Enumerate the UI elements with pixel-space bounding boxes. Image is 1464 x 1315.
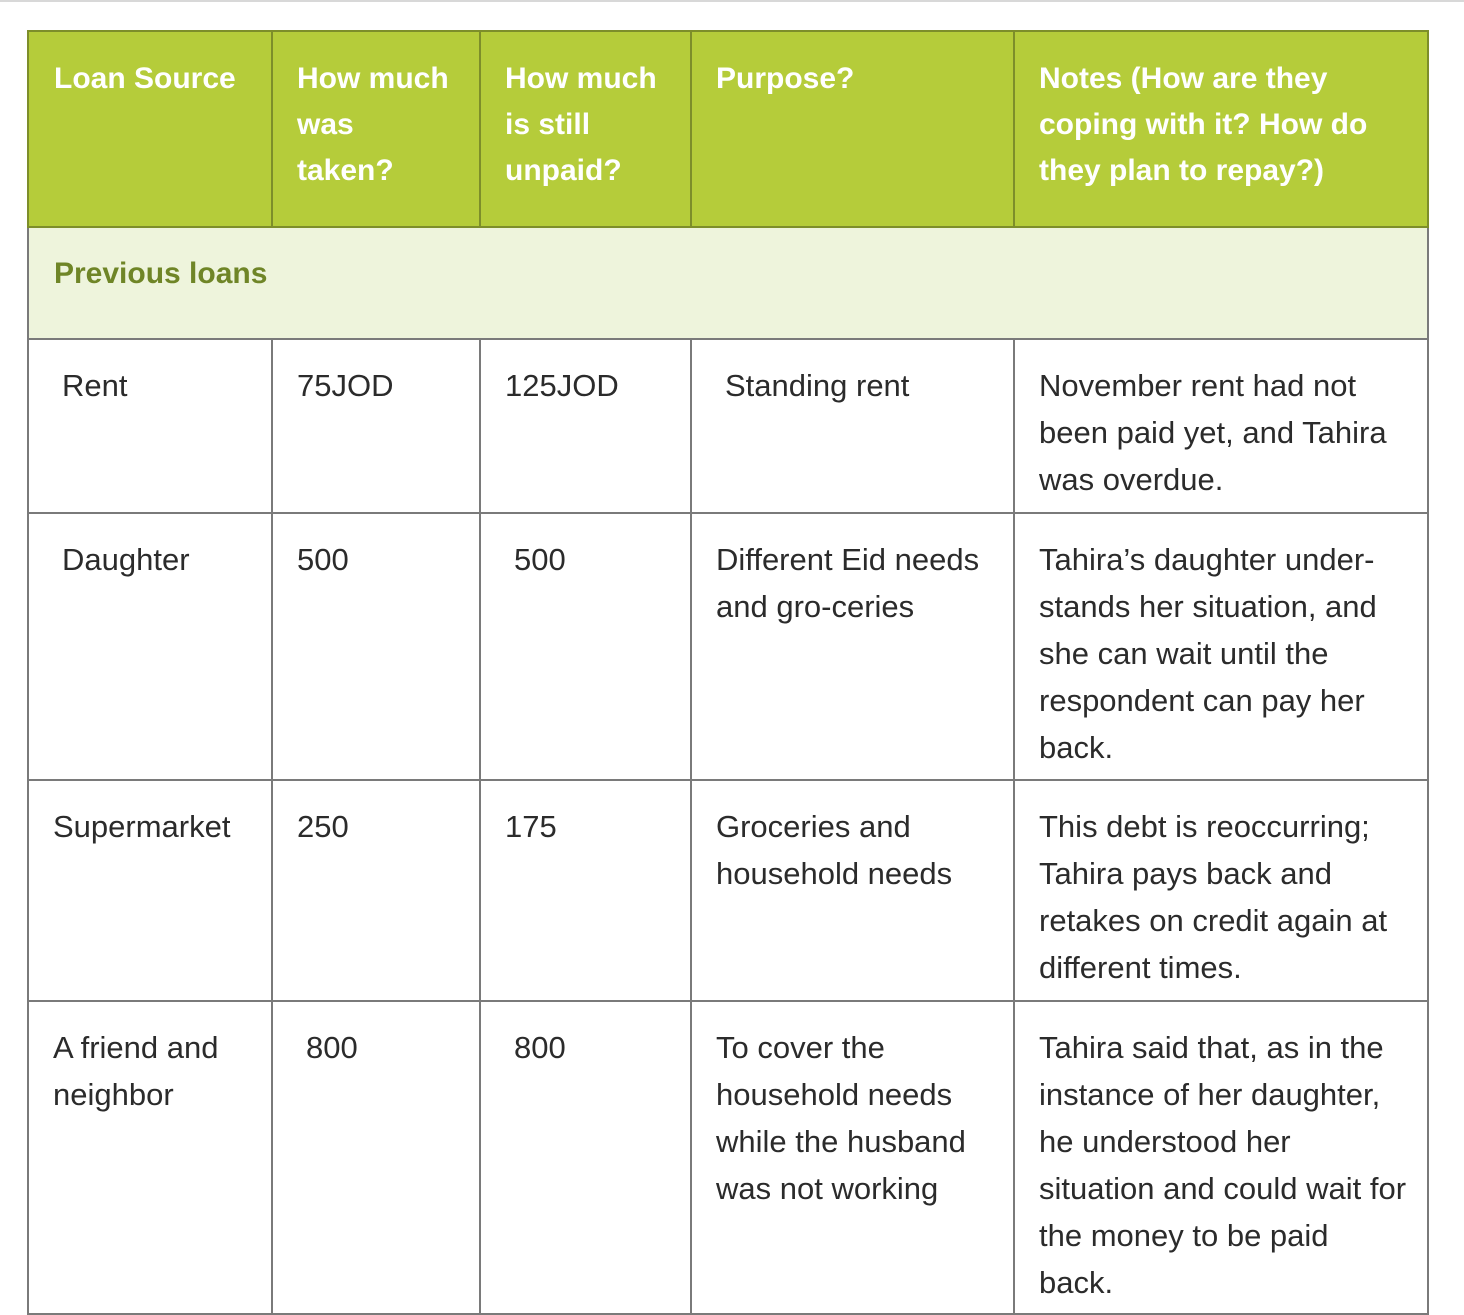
cell-source: Rent [28, 339, 272, 513]
header-amount-taken: How much was taken? [272, 31, 480, 227]
cell-notes: This debt is reoccurring; Tahira pays back and retakes on credit again at different times. [1014, 780, 1428, 1001]
cell-purpose: Standing rent [691, 339, 1014, 513]
cell-purpose: Different Eid needs and gro-ceries [691, 513, 1014, 780]
cell-unpaid: 800 [480, 1001, 691, 1314]
cell-source: A friend and neighbor [28, 1001, 272, 1314]
cell-taken: 800 [272, 1001, 480, 1314]
cell-source: Daughter [28, 513, 272, 780]
cell-taken: 75JOD [272, 339, 480, 513]
cell-notes: Tahira said that, as in the instance of her daughter, he understood her situation and could wait for the money to be paid back. [1014, 1001, 1428, 1314]
header-row [28, 31, 1428, 227]
loans-table [27, 30, 1429, 1315]
table-row [28, 780, 1428, 1001]
cell-unpaid: 125JOD [480, 339, 691, 513]
table-row [28, 339, 1428, 513]
section-row [28, 227, 1428, 339]
section-label: Previous loans [28, 227, 1428, 339]
table-row [28, 513, 1428, 780]
top-rule [0, 0, 1464, 2]
cell-purpose: Groceries and household needs [691, 780, 1014, 1001]
cell-taken: 250 [272, 780, 480, 1001]
header-amount-unpaid: How much is still unpaid? [480, 31, 691, 227]
cell-purpose: To cover the household needs while the husband was not working [691, 1001, 1014, 1314]
header-notes: Notes (How are they coping with it? How do they plan to repay?) [1014, 31, 1428, 227]
cell-unpaid: 175 [480, 780, 691, 1001]
cell-unpaid: 500 [480, 513, 691, 780]
cell-source: Supermarket [28, 780, 272, 1001]
cell-notes: Tahira’s daughter under-stands her situation, and she can wait until the respondent can pay her back. [1014, 513, 1428, 780]
table-row [28, 1001, 1428, 1314]
cell-notes: November rent had not been paid yet, and Tahira was overdue. [1014, 339, 1428, 513]
header-purpose: Purpose? [691, 31, 1014, 227]
cell-taken: 500 [272, 513, 480, 780]
header-loan-source: Loan Source [28, 31, 272, 227]
